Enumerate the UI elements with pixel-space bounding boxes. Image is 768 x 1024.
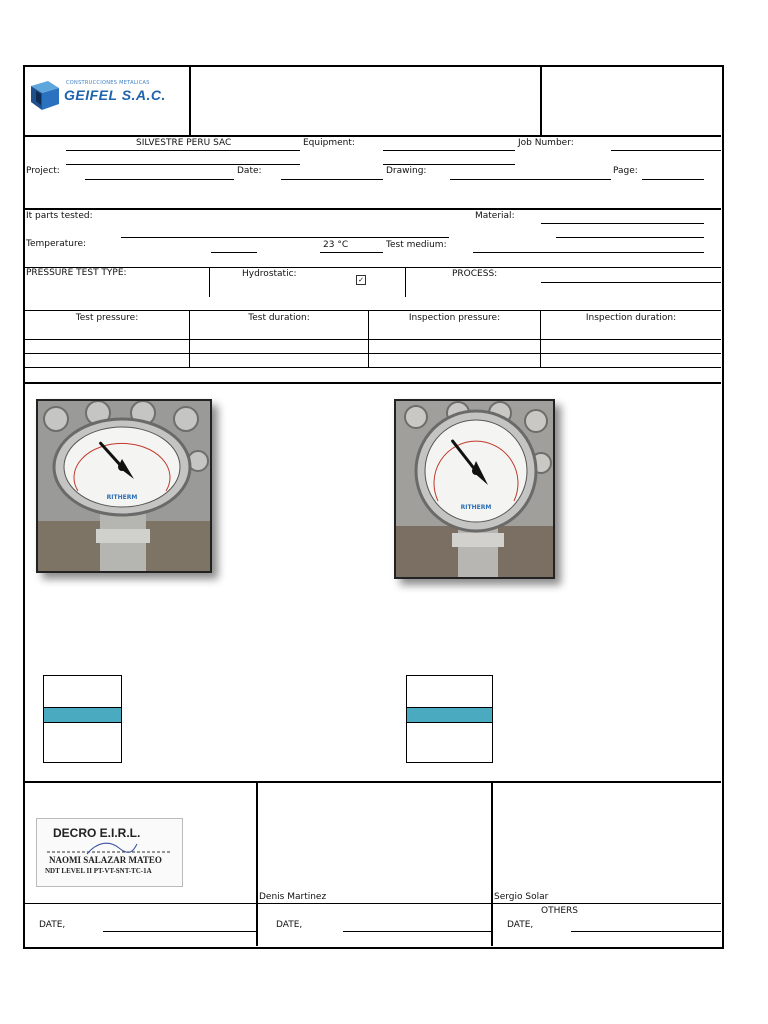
divider: [24, 339, 721, 340]
temperature-value: 23 °C: [323, 240, 349, 250]
client-value: SILVESTRE PERU SAC: [136, 138, 232, 148]
parts-tested-label: It parts tested:: [26, 211, 93, 221]
stamp-name: NAOMI SALAZAR MATEO: [49, 855, 162, 865]
logo-cube-icon: [28, 78, 62, 112]
svg-text:RITHERM: RITHERM: [460, 504, 492, 511]
divider: [24, 781, 721, 783]
pressure-test-type-label: PRESSURE TEST TYPE:: [26, 268, 127, 278]
date-field-line[interactable]: [281, 179, 383, 180]
color-swatch: [407, 707, 492, 723]
signer-name-2: Denis Martinez: [259, 892, 327, 902]
divider: [540, 66, 542, 136]
th-test-duration: Test duration:: [248, 313, 310, 323]
divider: [491, 782, 493, 946]
parts-tested-field-line[interactable]: [121, 237, 449, 238]
divider: [24, 367, 721, 368]
divider: [24, 267, 721, 268]
th-inspection-duration: Inspection duration:: [585, 313, 677, 323]
temperature-label: Temperature:: [26, 239, 87, 249]
client-field-line[interactable]: [66, 150, 300, 151]
material-field-line[interactable]: [541, 223, 704, 224]
divider: [24, 310, 721, 311]
reference-box-2: [406, 675, 493, 763]
material-label: Material:: [475, 211, 515, 221]
date-label-3: DATE,: [507, 920, 534, 930]
divider: [24, 208, 721, 210]
temperature-value-line: [320, 252, 383, 253]
company-logo: [28, 78, 178, 114]
divider: [24, 135, 721, 137]
date-field-line-2[interactable]: [343, 931, 491, 932]
test-medium-field-line[interactable]: [473, 252, 704, 253]
job-number-label: Job Number:: [518, 138, 574, 148]
logo-subtitle: CONSTRUCCIONES METALICAS: [66, 80, 150, 86]
process-label: PROCESS:: [452, 269, 498, 279]
divider: [256, 782, 258, 946]
gauge-photo-2: [394, 399, 555, 579]
drawing-field-line[interactable]: [450, 179, 611, 180]
temperature-field-line[interactable]: [211, 252, 257, 253]
page-field-line[interactable]: [642, 179, 704, 180]
date-label-2: DATE,: [276, 920, 303, 930]
hydrostatic-label: Hydrostatic:: [242, 269, 297, 279]
signer-name-3: Sergio Solar: [494, 892, 549, 902]
page-label: Page:: [613, 166, 638, 176]
divider: [209, 268, 210, 297]
stamp-company: DECRO E.I.R.L.: [53, 826, 141, 840]
divider: [24, 903, 721, 904]
date-label-1: DATE,: [39, 920, 66, 930]
project-label: Project:: [26, 166, 60, 176]
divider: [24, 382, 721, 384]
th-inspection-pressure: Inspection pressure:: [408, 313, 501, 323]
logo-title: GEIFEL S.A.C.: [64, 87, 166, 103]
hydrostatic-checkbox[interactable]: ✓: [356, 275, 366, 285]
material-field-line-2[interactable]: [556, 237, 704, 238]
pressure-gauge-icon: [396, 401, 553, 577]
underline: [66, 164, 300, 165]
divider: [405, 268, 406, 297]
date-field-line-1[interactable]: [103, 931, 256, 932]
equipment-field-line[interactable]: [383, 150, 515, 151]
stamp-cert: NDT LEVEL II PT-VT-SNT-TC-1A: [45, 867, 152, 875]
job-number-field-line[interactable]: [611, 150, 721, 151]
svg-text:RITHERM: RITHERM: [106, 494, 138, 501]
test-medium-label: Test medium:: [386, 240, 447, 250]
drawing-label: Drawing:: [386, 166, 427, 176]
project-field-line[interactable]: [85, 179, 234, 180]
inspector-stamp: [36, 818, 183, 887]
date-field-line-3[interactable]: [571, 931, 721, 932]
divider: [189, 66, 191, 136]
pressure-gauge-icon: [38, 401, 210, 571]
underline: [383, 164, 515, 165]
date-label: Date:: [237, 166, 262, 176]
gauge-photo-1: [36, 399, 212, 573]
reference-box-1: [43, 675, 122, 763]
process-field-line[interactable]: [541, 282, 721, 283]
th-test-pressure: Test pressure:: [75, 313, 139, 323]
divider: [24, 353, 721, 354]
color-swatch: [44, 707, 121, 723]
equipment-label: Equipment:: [303, 138, 355, 148]
others-label: OTHERS: [541, 906, 579, 916]
